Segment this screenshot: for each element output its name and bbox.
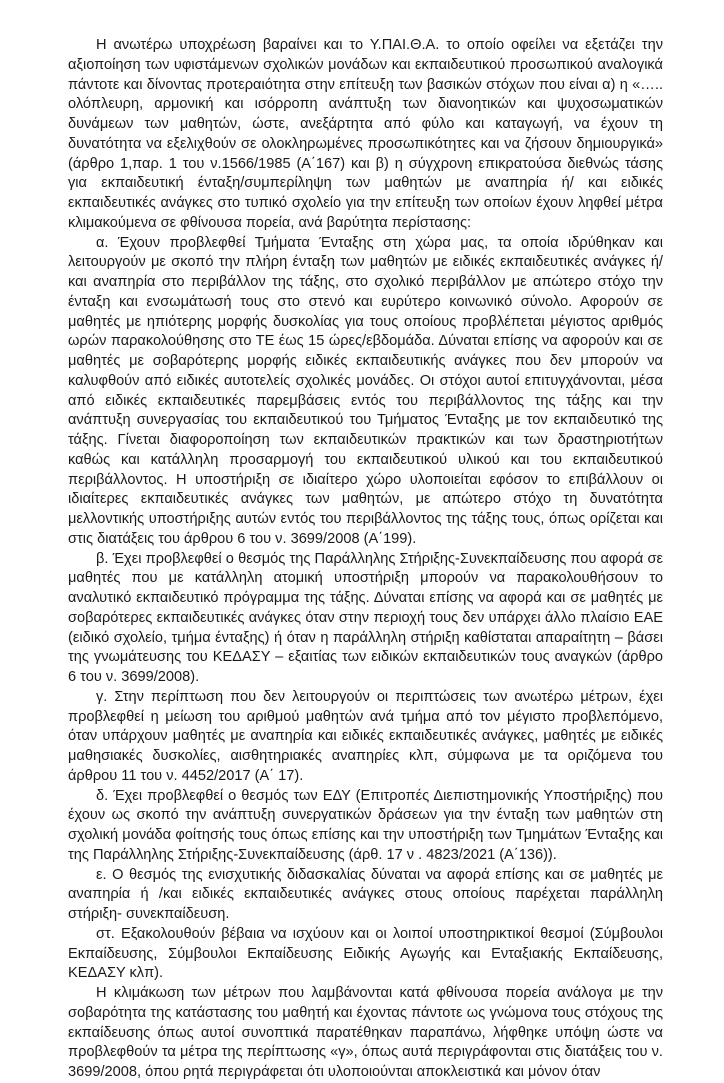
paragraph-item-b: β. Έχει προβλεφθεί ο θεσμός της Παράλληλης Στήριξης-Συνεκπαίδευσης που αφορά σε μαθητές που με κατάλληλη ατομική υποστήριξη μπορούν να παρακολουθήσουν το αναλυτικό εκπαιδευτικό πρόγραμμα της τάξης. Δύναται επίσης να αφορά και σε μαθητές με σοβαρότερες εκπαιδευτικές ανάγκες όταν στην περιοχή τους δεν υπάρχει άλλο πλαίσιο ΕΑΕ (ειδικό σχολείο, τμήμα ένταξης) ή όταν η παράλληλη στήριξη καθίσταται απαραίτητη – βάσει της γνωμάτευσης του ΚΕΔΑΣΥ – εξαιτίας των ειδικών εκπαιδευτικών τους αναγκών (άρθρο 6 του ν. 3699/2008). bbox=[68, 550, 663, 685]
paragraph-item-d: δ. Έχει προβλεφθεί ο θεσμός των ΕΔΥ (Επιτροπές Διεπιστημονικής Υποστήριξης) που έχουν ως σκοπό την ανάπτυξη συνεργατικών δράσεων για την ένταξη των μαθητών στη σχολική μονάδα φοίτησής τους όπως επίσης και την υποστήριξη των Τμημάτων Ένταξης και της Παράλληλης Στήριξης-Συνεκπαίδευσης (άρθ. 17 ν . 4823/2021 (Α΄136)). bbox=[68, 787, 663, 863]
paragraph-conclusion: Η κλιμάκωση των μέτρων που λαμβάνονται κατά φθίνουσα πορεία ανάλογα με την σοβαρότητα της κατάστασης του μαθητή και έχοντας πάντοτε ως γνώμονα τους στόχους της εκπαίδευσης όπως αυτοί συνοπτικά παρατέθηκαν παραπάνω, λήφθηκε υπόψη ώστε να προβλεφθούν τα μέτρα της περίπτωσης «γ», όπως αυτά περιγράφονται στις διατάξεις του ν. 3699/2008, όπου ρητά περιγράφεται ότι υλοποιούνται αποκλειστικά και μόνον όταν bbox=[68, 985, 663, 1080]
paragraph-item-c: γ. Στην περίπτωση που δεν λειτουργούν οι περιπτώσεις των ανωτέρω μέτρων, έχει προβλεφθεί η μείωση του αριθμού μαθητών ανά τμήμα από τον μέγιστο προβλεπόμενο, όταν υπάρχουν μαθητές με αναπηρία και ειδικές εκπαιδευτικές ανάγκες, μαθητές με ειδικές μαθησιακές δυσκολίες, αισθητηριακές αναπηρίες κλπ, σύμφωνα με τα οριζόμενα του άρθρου 11 του ν. 4452/2017 (Α΄ 17). bbox=[68, 688, 663, 784]
paragraph-item-e: ε. Ο θεσμός της ενισχυτικής διδασκαλίας δύναται να αφορά επίσης και σε μαθητές με αναπηρία ή /και ειδικές εκπαιδευτικές ανάγκες στους οποίους παρέχεται παράλληλη στήριξη- συνεκπαίδευση. bbox=[68, 866, 663, 922]
paragraph-item-a: α. Έχουν προβλεφθεί Τμήματα Ένταξης στη χώρα μας, τα οποία ιδρύθηκαν και λειτουργούν με σκοπό την πλήρη ένταξη των μαθητών με ειδικές εκπαιδευτικές ανάγκες ή/και αναπηρία στο περιβάλλον της τάξης, στο σχολικό περιβάλλον με απώτερο στόχο την ένταξη και ενσωμάτωσή τους στο στενό και ευρύτερο κοινωνικό σύνολο. Αφορούν σε μαθητές με ηπιότερης μορφής δυσκολίας για τους οποίους προβλέπεται μέγιστος αριθμός ωρών παρακολούθησης στο ΤΕ έως 15 ώρες/εβδομάδα. Δύναται επίσης να αφορούν και σε μαθητές με σοβαρότερης μορφής ειδικές εκπαιδευτικής ανάγκες που δεν μπορούν να καλυφθούν από ειδικές αυτοτελείς σχολικές μονάδες. Οι στόχοι αυτοί επιτυγχάνονται, μέσα από ειδικές εκπαιδευτικές παρεμβάσεις εντός του περιβάλλοντος της τάξης και την ανάπτυξη συνεργασίας του εκπαιδευτικού του Τμήματος Ένταξης με τον εκπαιδευτικό της τάξης. Γίνεται διαφοροποίηση των εκπαιδευτικών πρακτικών και των δραστηριοτήτων καθώς και κατάλληλη προσαρμογή του εκπαιδευτικού υλικού και του εκπαιδευτικού περιβάλλοντος. Η υποστήριξη σε ιδιαίτερο χώρο υλοποιείται εφόσον το επιβάλλουν οι ιδιαίτερες εκπαιδευτικές ανάγκες των μαθητών, με απώτερο στόχο τη δυνατότητα μελλοντικής υποστήριξης αυτών εντός του περιβάλλοντος της τάξης τους, όπως ορίζεται και στις διατάξεις του άρθρου 6 του ν. 3699/2008 (Α΄199). bbox=[68, 234, 663, 547]
paragraph-intro: Η ανωτέρω υποχρέωση βαραίνει και το Υ.ΠΑΙ.Θ.Α. το οποίο οφείλει να εξετάζει την αξιοποίηση των υφιστάμενων σχολικών μονάδων και εκπαιδευτικού προσωπικού αναλογικά πάντοτε και δίνοντας προτεραιότητα στην επίτευξη των βασικών στόχων που είναι α) η «….. ολόπλευρη, αρμονική και ισόρροπη ανάπτυξη των διανοητικών και ψυχοσωματικών δυνάμεων των μαθητών, ώστε, ανεξάρτητα από φύλο και καταγωγή, να έχουν τη δυνατότητα να εξελιχθούν σε ολοκληρωμένες προσωπικότητες και να ζήσουν δημιουργικά» (άρθρο 1,παρ. 1 του ν.1566/1985 (Α΄167) και β) η σύγχρονη επικρατούσα διεθνώς τάσης για εκπαιδευτική ένταξη/συμπερίληψη των μαθητών με αναπηρία ή/ και ειδικές εκπαιδευτικές ανάγκες στο τυπικό σχολείο για την επίτευξη των οποίων έχουν ληφθεί μέτρα κλιμακούμενα σε φθίνουσα πορεία, ανά βαρύτητα περίστασης: bbox=[68, 37, 663, 231]
document-page bbox=[68, 36, 663, 1083]
paragraph-item-st: στ. Εξακολουθούν βέβαια να ισχύουν και οι λοιποί υποστηρικτικοί θεσμοί (Σύμβουλοι Εκπαίδευσης, Σύμβουλοι Εκπαίδευσης Ειδικής Αγωγής και Ενταξιακής Εκπαίδευσης, ΚΕΔΑΣΥ κλπ). bbox=[68, 925, 663, 982]
